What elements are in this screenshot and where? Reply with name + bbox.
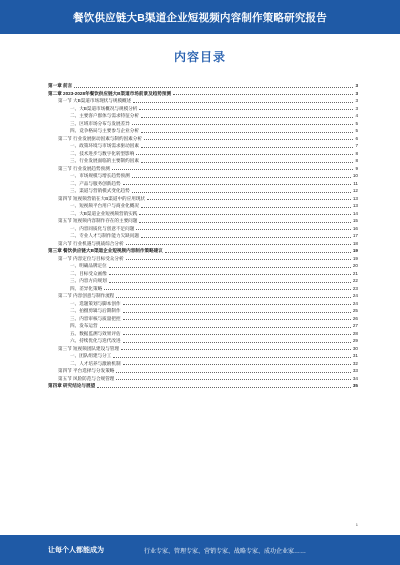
toc-leader-dots bbox=[123, 331, 351, 335]
toc-leader-dots bbox=[109, 279, 351, 283]
toc-entry-page: 25 bbox=[352, 308, 358, 313]
toc-leader-dots bbox=[141, 204, 351, 208]
toc-entry-label: 第六节 行业机遇与挑战综合分析 bbox=[58, 240, 124, 246]
toc-entry-label: 二、专业人才与制作能力欠缺问题 bbox=[70, 233, 139, 238]
toc-entry-page: 7 bbox=[355, 143, 358, 148]
toc-leader-dots bbox=[141, 234, 351, 238]
toc-leader-dots bbox=[132, 189, 351, 193]
toc-entry-page: 19 bbox=[352, 255, 358, 261]
toc-entry-label: 第二章 2023-2028年餐饮供应链大B渠道市场前景及趋势预测 bbox=[48, 90, 172, 96]
toc-entry-page: 21 bbox=[352, 270, 358, 276]
toc-leader-dots bbox=[123, 316, 351, 320]
toc-leader-dots bbox=[116, 376, 350, 380]
toc-entry-page: 5 bbox=[355, 128, 358, 133]
toc-entry[interactable] bbox=[48, 187, 358, 195]
toc-leader-dots bbox=[133, 99, 353, 103]
toc-entry-page: 29 bbox=[352, 338, 358, 343]
toc-leader-dots bbox=[147, 196, 351, 200]
toc-leader-dots bbox=[109, 271, 351, 275]
toc-entry[interactable] bbox=[48, 337, 358, 345]
toc-entry[interactable] bbox=[48, 202, 358, 210]
toc-entry-label: 六、持续优化与迭代改进 bbox=[70, 338, 121, 343]
toc-entry-label: 五、数据监测与效果评估 bbox=[70, 330, 121, 336]
toc-entry[interactable] bbox=[48, 352, 358, 360]
toc-title: 内容目录 bbox=[173, 50, 226, 64]
toc-leader-dots bbox=[132, 121, 354, 125]
toc-entry-page: 3 bbox=[355, 83, 358, 88]
toc-entry-label: 第一节 大B渠道市场现状与规模概述 bbox=[58, 98, 132, 103]
toc-leader-dots bbox=[123, 361, 351, 365]
toc-entry[interactable] bbox=[48, 360, 358, 368]
toc-entry-page: 31 bbox=[352, 353, 358, 358]
toc-entry-page: 5 bbox=[355, 120, 358, 126]
toc-entry-label: 第二节 内容创意与制作流程 bbox=[58, 293, 115, 298]
toc-entry[interactable] bbox=[48, 157, 358, 165]
toc-leader-dots bbox=[132, 174, 351, 178]
toc-leader-dots bbox=[136, 151, 353, 155]
toc-entry-page: 3 bbox=[355, 105, 358, 111]
toc-entry[interactable] bbox=[48, 367, 358, 375]
toc-entry-page: 30 bbox=[352, 345, 358, 351]
toc-entry-page: 12 bbox=[352, 188, 358, 193]
toc-entry[interactable] bbox=[48, 210, 358, 218]
toc-entry[interactable] bbox=[48, 292, 358, 300]
toc-entry-label: 二、大B渠道企业短视频营销实践 bbox=[70, 210, 138, 216]
toc-entry[interactable] bbox=[48, 240, 358, 248]
toc-entry-page: 33 bbox=[352, 368, 358, 373]
toc-leader-dots bbox=[116, 294, 350, 298]
toc-entry-page: 34 bbox=[352, 375, 358, 381]
toc-entry-label: 一、大B渠道市场概况与规模分析 bbox=[70, 105, 138, 111]
toc-entry[interactable] bbox=[48, 270, 358, 278]
toc-leader-dots bbox=[126, 256, 351, 260]
toc-entry[interactable] bbox=[48, 330, 358, 338]
toc-entry-label: 二、主要客户群体与需求特征分析 bbox=[70, 113, 139, 118]
toc-leader-dots bbox=[139, 219, 351, 223]
toc-entry-page: 6 bbox=[355, 135, 358, 141]
toc-entry-label: 三、内容审核与质量把控 bbox=[70, 315, 121, 321]
toc-entry-label: 一、选题策划与脚本创作 bbox=[70, 300, 121, 306]
toc-entry-page: 22 bbox=[352, 278, 358, 283]
toc-entry-label: 第四节 平台选择与分发策略 bbox=[58, 368, 115, 373]
toc-entry[interactable] bbox=[48, 277, 358, 285]
toc-entry[interactable] bbox=[48, 120, 358, 128]
toc-entry[interactable] bbox=[48, 82, 358, 90]
toc-leader-dots bbox=[123, 181, 352, 185]
toc-entry[interactable] bbox=[48, 262, 358, 270]
toc-entry-page: 10 bbox=[352, 173, 358, 178]
footer-bar bbox=[0, 535, 400, 565]
toc-entry-label: 第五节 短视频内容制作存在的主要问题 bbox=[58, 218, 138, 223]
toc-entry[interactable] bbox=[48, 97, 358, 105]
report-header-bar bbox=[0, 0, 400, 34]
toc-entry[interactable] bbox=[48, 165, 358, 173]
toc-entry-label: 三、区域市场分布与发展差异 bbox=[70, 120, 130, 126]
toc-entry[interactable] bbox=[48, 225, 358, 233]
toc-leader-dots bbox=[139, 211, 350, 215]
report-title: 餐饮供应链大B渠道企业短视频内容制作策略研究报告 bbox=[73, 11, 327, 24]
toc-entry-page: 18 bbox=[352, 240, 358, 246]
toc-entry-page: 14 bbox=[352, 210, 358, 216]
toc-entry-page: 3 bbox=[355, 90, 358, 96]
toc-leader-dots bbox=[97, 384, 351, 388]
toc-entry-page: 20 bbox=[352, 263, 358, 268]
toc-entry-page: 26 bbox=[352, 315, 358, 321]
toc-entry[interactable] bbox=[48, 300, 358, 308]
toc-entry[interactable] bbox=[48, 172, 358, 180]
toc-entry-page: 28 bbox=[352, 330, 358, 336]
toc-leader-dots bbox=[121, 346, 351, 350]
footer-slogan: 让每个人都能成为 bbox=[48, 547, 104, 554]
toc-entry[interactable] bbox=[48, 217, 358, 225]
toc-leader-dots bbox=[139, 106, 353, 110]
toc-entry[interactable] bbox=[48, 247, 358, 255]
toc-entry-label: 第三节 短视频团队建设与管理 bbox=[58, 345, 119, 351]
toc-entry-label: 四、竞争格局与主要参与企业分析 bbox=[70, 128, 139, 133]
toc-entry[interactable] bbox=[48, 150, 358, 158]
toc-entry-label: 一、明确品牌定位 bbox=[70, 263, 107, 268]
toc-entry-label: 第四章 研究结论与展望 bbox=[48, 383, 96, 388]
toc-entry-label: 第三章 餐饮供应链大B渠道企业短视频内容制作策略建议 bbox=[48, 248, 163, 253]
toc-leader-dots bbox=[123, 301, 351, 305]
toc-entry-page: 8 bbox=[355, 150, 358, 156]
toc-leader-dots bbox=[100, 324, 351, 328]
toc-entry-page: 23 bbox=[352, 285, 358, 291]
toc-entry-label: 二、拍摄剪辑与后期制作 bbox=[70, 308, 121, 313]
toc-entry-page: 19 bbox=[352, 248, 358, 253]
toc-entry[interactable] bbox=[48, 142, 358, 150]
toc-entry-page: 9 bbox=[355, 165, 358, 171]
toc-entry-page: 13 bbox=[352, 203, 358, 208]
toc-entry-label: 四、发布运营 bbox=[70, 323, 98, 328]
toc-entry-page: 8 bbox=[355, 158, 358, 163]
toc-entry[interactable] bbox=[48, 195, 358, 203]
toc-entry-page: 32 bbox=[352, 360, 358, 366]
toc-entry-page: 24 bbox=[352, 300, 358, 306]
toc-entry-label: 一、短视频平台用户与商业化概况 bbox=[70, 203, 139, 208]
toc-entry-page: 27 bbox=[352, 323, 358, 328]
toc-leader-dots bbox=[141, 129, 354, 133]
toc-entry-label: 二、人才培养与激励机制 bbox=[70, 360, 121, 366]
toc-entry[interactable] bbox=[48, 180, 358, 188]
toc-entry-label: 第一章 前言 bbox=[48, 83, 73, 88]
toc-entry-label: 一、政策环境与市场需求驱动因素 bbox=[70, 143, 139, 148]
toc-leader-dots bbox=[173, 91, 353, 95]
toc-entry[interactable] bbox=[48, 105, 358, 113]
toc-leader-dots bbox=[123, 309, 351, 313]
toc-list bbox=[48, 82, 358, 390]
toc-leader-dots bbox=[109, 264, 351, 268]
toc-entry-label: 二、技术进步与数字化转型影响 bbox=[70, 150, 135, 156]
toc-entry-page: 17 bbox=[352, 233, 358, 238]
toc-entry-page: 16 bbox=[352, 225, 358, 231]
toc-leader-dots bbox=[141, 114, 354, 118]
toc-entry[interactable] bbox=[48, 255, 358, 263]
toc-leader-dots bbox=[165, 249, 351, 253]
toc-entry-page: 24 bbox=[352, 293, 358, 298]
toc-leader-dots bbox=[104, 286, 351, 290]
toc-entry-label: 三、内容方向规划 bbox=[70, 278, 107, 283]
toc-entry-page: 13 bbox=[352, 195, 358, 201]
toc-entry[interactable] bbox=[48, 345, 358, 353]
toc-leader-dots bbox=[141, 159, 354, 163]
toc-entry[interactable] bbox=[48, 375, 358, 383]
toc-entry-label: 第一节 内容定位与目标受众分析 bbox=[58, 255, 124, 261]
toc-entry[interactable] bbox=[48, 285, 358, 293]
toc-entry-label: 第三节 行业发展趋势预测 bbox=[58, 165, 110, 171]
toc-entry[interactable] bbox=[48, 90, 358, 98]
toc-leader-dots bbox=[141, 144, 354, 148]
toc-entry[interactable] bbox=[48, 382, 358, 390]
toc-leader-dots bbox=[74, 84, 353, 88]
toc-entry[interactable] bbox=[48, 307, 358, 315]
toc-entry-label: 一、市场规模与增长趋势预测 bbox=[70, 173, 130, 178]
toc-leader-dots bbox=[136, 226, 351, 230]
toc-entry-page: 35 bbox=[352, 383, 358, 388]
toc-leader-dots bbox=[113, 354, 351, 358]
toc-entry[interactable] bbox=[48, 232, 358, 240]
toc-entry-label: 第四节 短视频营销在大B渠道中的应用现状 bbox=[58, 195, 146, 201]
toc-entry-label: 第五节 风险防范与合规管理 bbox=[58, 375, 115, 381]
toc-entry[interactable] bbox=[48, 135, 358, 143]
toc-entry-page: 3 bbox=[355, 98, 358, 103]
page-number: 1 bbox=[355, 522, 358, 527]
toc-entry-label: 一、内容同质化与创意不足问题 bbox=[70, 225, 135, 231]
footer-tagline: 行业专家、管理专家、营销专家、战略专家、成功企业家…… bbox=[144, 548, 307, 555]
toc-entry[interactable] bbox=[48, 315, 358, 323]
toc-entry-page: 15 bbox=[352, 218, 358, 223]
toc-entry-label: 第二节 行业发展驱动因素与制约因素分析 bbox=[58, 135, 142, 141]
toc-entry-label: 四、差异化策略 bbox=[70, 285, 103, 291]
toc-entry-label: 三、行业发展面临的主要制约因素 bbox=[70, 158, 139, 163]
toc-leader-dots bbox=[144, 136, 353, 140]
toc-leader-dots bbox=[112, 166, 354, 170]
toc-entry-label: 一、团队组建与分工 bbox=[70, 353, 112, 358]
toc-entry-label: 二、产品与服务创新趋势 bbox=[70, 180, 121, 186]
toc-entry-page: 4 bbox=[355, 113, 358, 118]
toc-leader-dots bbox=[123, 339, 351, 343]
toc-entry-label: 二、目标受众画像 bbox=[70, 270, 107, 276]
toc-leader-dots bbox=[126, 241, 351, 245]
toc-entry[interactable] bbox=[48, 127, 358, 135]
toc-entry-label: 三、渠道与营销模式变化趋势 bbox=[70, 188, 130, 193]
toc-leader-dots bbox=[116, 369, 350, 373]
toc-entry[interactable] bbox=[48, 112, 358, 120]
toc-entry-page: 11 bbox=[353, 180, 358, 186]
toc-entry[interactable] bbox=[48, 322, 358, 330]
